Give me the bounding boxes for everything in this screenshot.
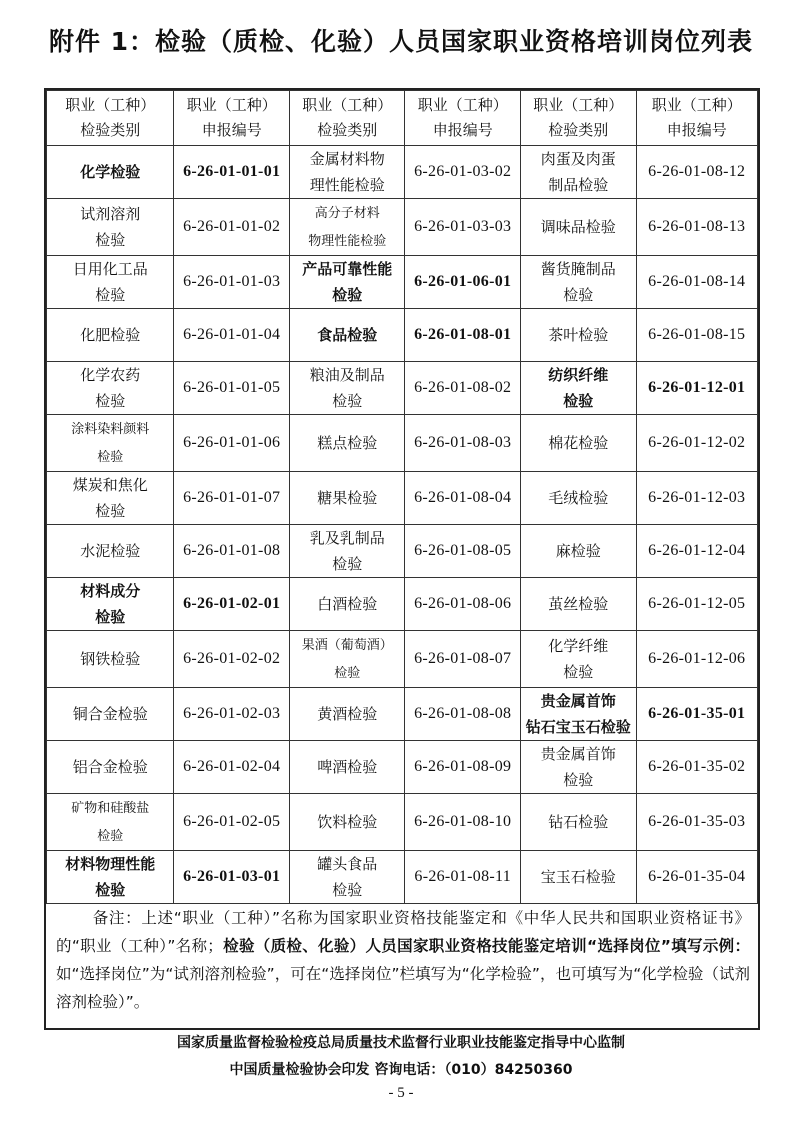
category-line: 麻检验 — [555, 542, 601, 560]
code-cell: 6-26-01-12-03 — [636, 472, 758, 525]
code-cell: 6-26-01-35-02 — [636, 741, 758, 794]
category-line: 制品检验 — [548, 176, 609, 194]
category-line: 白酒检验 — [317, 595, 378, 613]
category-line: 罐头食品 — [317, 855, 378, 873]
code-cell: 6-26-01-02-02 — [174, 631, 290, 688]
category-cell — [520, 415, 636, 472]
category-line: 检验 — [563, 663, 594, 681]
header-line: 检验类别 — [317, 121, 378, 139]
category-line: 检验 — [95, 392, 126, 410]
position-table-frame — [44, 88, 760, 1030]
category-cell — [289, 631, 405, 688]
page-number: - 5 - — [388, 1085, 414, 1101]
category-line: 茶叶检验 — [548, 326, 609, 344]
category-cell — [47, 688, 174, 741]
category-line: 检验 — [97, 450, 124, 465]
code-cell: 6-26-01-01-03 — [174, 256, 290, 309]
table-row — [47, 851, 758, 904]
note-example-text: 如“选择岗位”为“试剂溶剂检验”，可在“选择岗位”栏填写为“化学检验”，也可填写为“化学检验（试剂溶剂检验）”。 — [56, 965, 750, 1011]
code-cell: 6-26-01-01-02 — [174, 199, 290, 256]
table-row — [47, 415, 758, 472]
code-cell: 6-26-01-01-04 — [174, 309, 290, 362]
header-code — [636, 91, 758, 146]
header-line: 职业（工种） — [65, 96, 156, 114]
code-cell: 6-26-01-12-05 — [636, 578, 758, 631]
category-line: 贵金属首饰 — [540, 692, 616, 710]
header-category — [520, 91, 636, 146]
category-line: 铝合金检验 — [72, 758, 148, 776]
table-row — [47, 631, 758, 688]
table-row — [47, 146, 758, 199]
category-line: 检验 — [332, 286, 363, 304]
category-line: 黄酒检验 — [317, 705, 378, 723]
header-line: 申报编号 — [666, 121, 727, 139]
category-cell — [520, 578, 636, 631]
code-cell: 6-26-01-01-06 — [174, 415, 290, 472]
code-cell: 6-26-01-08-10 — [405, 794, 521, 851]
category-line: 酱货腌制品 — [540, 260, 616, 278]
code-cell: 6-26-01-08-08 — [405, 688, 521, 741]
table-row — [47, 578, 758, 631]
category-cell — [520, 146, 636, 199]
category-cell — [520, 851, 636, 904]
remarks-note — [56, 904, 750, 1016]
category-line: 检验 — [563, 286, 594, 304]
category-cell — [520, 741, 636, 794]
category-line: 高分子材料 — [314, 206, 380, 221]
category-cell — [289, 199, 405, 256]
category-line: 检验 — [95, 608, 126, 626]
category-line: 检验 — [332, 881, 363, 899]
code-cell: 6-26-01-08-14 — [636, 256, 758, 309]
code-cell: 6-26-01-12-04 — [636, 525, 758, 578]
header-line: 检验类别 — [80, 121, 141, 139]
table-row — [47, 525, 758, 578]
table-header-row — [47, 91, 758, 146]
category-line: 钻石检验 — [548, 813, 609, 831]
table-row — [47, 741, 758, 794]
code-cell: 6-26-01-08-03 — [405, 415, 521, 472]
note-bold-text: 检验（质检、化验）人员国家职业资格技能鉴定培训“选择岗位”填写示例： — [222, 937, 750, 955]
position-table — [46, 90, 758, 904]
code-cell: 6-26-01-08-07 — [405, 631, 521, 688]
category-cell — [520, 362, 636, 415]
code-cell: 6-26-01-35-03 — [636, 794, 758, 851]
table-row — [47, 256, 758, 309]
category-line: 糕点检验 — [317, 434, 378, 452]
category-line: 试剂溶剂 — [80, 205, 141, 223]
header-code — [405, 91, 521, 146]
header-line: 检验类别 — [548, 121, 609, 139]
category-line: 检验 — [95, 881, 126, 899]
category-line: 检验 — [332, 555, 363, 573]
category-line: 果酒（葡萄酒） — [301, 638, 393, 653]
category-line: 金属材料物 — [309, 150, 385, 168]
category-line: 棉花检验 — [548, 434, 609, 452]
category-line: 粮油及制品 — [309, 366, 385, 384]
category-cell — [47, 578, 174, 631]
category-cell — [289, 525, 405, 578]
code-cell: 6-26-01-35-04 — [636, 851, 758, 904]
code-cell: 6-26-01-12-01 — [636, 362, 758, 415]
category-line: 检验 — [95, 231, 126, 249]
category-cell — [47, 525, 174, 578]
code-cell: 6-26-01-08-01 — [405, 309, 521, 362]
table-row — [47, 199, 758, 256]
code-cell: 6-26-01-08-12 — [636, 146, 758, 199]
table-row — [47, 688, 758, 741]
category-line: 检验 — [95, 502, 126, 520]
category-line: 钢铁检验 — [80, 650, 141, 668]
category-cell — [47, 851, 174, 904]
header-line: 申报编号 — [201, 121, 262, 139]
category-cell — [289, 741, 405, 794]
category-cell — [289, 146, 405, 199]
category-cell — [289, 472, 405, 525]
category-line: 矿物和硅酸盐 — [71, 801, 150, 816]
code-cell: 6-26-01-01-01 — [174, 146, 290, 199]
code-cell: 6-26-01-02-03 — [174, 688, 290, 741]
category-cell — [520, 472, 636, 525]
code-cell: 6-26-01-12-02 — [636, 415, 758, 472]
footer-publisher: 中国质量检验协会印发 咨询电话：（010）84250360 — [229, 1062, 573, 1078]
category-line: 饮料检验 — [317, 813, 378, 831]
table-row — [47, 794, 758, 851]
header-category — [289, 91, 405, 146]
code-cell: 6-26-01-02-01 — [174, 578, 290, 631]
code-cell: 6-26-01-08-04 — [405, 472, 521, 525]
category-cell — [520, 256, 636, 309]
category-cell — [289, 794, 405, 851]
code-cell: 6-26-01-01-08 — [174, 525, 290, 578]
category-line: 日用化工品 — [72, 260, 148, 278]
category-line: 毛绒检验 — [548, 489, 609, 507]
category-cell — [520, 631, 636, 688]
code-cell: 6-26-01-03-01 — [174, 851, 290, 904]
category-cell — [47, 256, 174, 309]
table-row — [47, 472, 758, 525]
code-cell: 6-26-01-12-06 — [636, 631, 758, 688]
category-line: 检验 — [95, 286, 126, 304]
category-line: 产品可靠性能 — [302, 260, 393, 278]
header-line: 职业（工种） — [186, 96, 277, 114]
code-cell: 6-26-01-35-01 — [636, 688, 758, 741]
category-cell — [289, 415, 405, 472]
category-line: 检验 — [563, 771, 594, 789]
header-line: 职业（工种） — [302, 96, 393, 114]
category-line: 食品检验 — [317, 326, 378, 344]
header-line: 职业（工种） — [533, 96, 624, 114]
code-cell: 6-26-01-01-05 — [174, 362, 290, 415]
category-cell — [47, 741, 174, 794]
category-cell — [289, 362, 405, 415]
category-cell — [47, 199, 174, 256]
code-cell: 6-26-01-08-09 — [405, 741, 521, 794]
category-line: 检验 — [332, 392, 363, 410]
category-cell — [47, 631, 174, 688]
code-cell: 6-26-01-08-05 — [405, 525, 521, 578]
code-cell: 6-26-01-02-04 — [174, 741, 290, 794]
category-cell — [520, 309, 636, 362]
category-cell — [520, 688, 636, 741]
category-line: 调味品检验 — [540, 218, 616, 236]
category-line: 钻石宝玉石检验 — [525, 718, 631, 736]
category-cell — [520, 794, 636, 851]
category-line: 乳及乳制品 — [309, 529, 385, 547]
code-cell: 6-26-01-08-13 — [636, 199, 758, 256]
category-line: 糖果检验 — [317, 489, 378, 507]
code-cell: 6-26-01-08-15 — [636, 309, 758, 362]
category-cell — [520, 199, 636, 256]
category-cell — [520, 525, 636, 578]
category-line: 理性能检验 — [309, 176, 385, 194]
category-line: 材料物理性能 — [65, 855, 156, 873]
category-cell — [47, 472, 174, 525]
category-line: 啤酒检验 — [317, 758, 378, 776]
category-line: 化学检验 — [80, 163, 141, 181]
code-cell: 6-26-01-03-02 — [405, 146, 521, 199]
category-line: 材料成分 — [80, 582, 141, 600]
category-cell — [47, 794, 174, 851]
category-cell — [289, 309, 405, 362]
code-cell: 6-26-01-08-02 — [405, 362, 521, 415]
category-line: 物理性能检验 — [308, 234, 387, 249]
header-line: 职业（工种） — [651, 96, 742, 114]
category-line: 检验 — [97, 829, 124, 844]
category-cell — [289, 578, 405, 631]
note-text: 备注：上述“职业（工种）”名称为国家职业资格技能鉴定和《中华人民共和国职业资格证书》的“职业（工种）”名称； — [56, 909, 750, 955]
category-line: 煤炭和焦化 — [72, 476, 148, 494]
footer-supervisor: 国家质量监督检验检疫总局质量技术监督行业职业技能鉴定指导中心监制 — [177, 1035, 625, 1051]
code-cell: 6-26-01-08-06 — [405, 578, 521, 631]
code-cell: 6-26-01-02-05 — [174, 794, 290, 851]
code-cell: 6-26-01-08-11 — [405, 851, 521, 904]
header-line: 申报编号 — [432, 121, 493, 139]
category-cell — [289, 851, 405, 904]
category-line: 水泥检验 — [80, 542, 141, 560]
category-cell — [47, 309, 174, 362]
code-cell: 6-26-01-06-01 — [405, 256, 521, 309]
page-title: 附件 1：检验（质检、化验）人员国家职业资格培训岗位列表 — [48, 27, 754, 56]
table-row — [47, 362, 758, 415]
category-cell — [289, 256, 405, 309]
category-line: 肉蛋及肉蛋 — [540, 150, 616, 168]
category-cell — [47, 415, 174, 472]
category-line: 纺织纤维 — [548, 366, 609, 384]
category-line: 化学农药 — [80, 366, 141, 384]
category-line: 铜合金检验 — [72, 705, 148, 723]
category-line: 化学纤维 — [548, 637, 609, 655]
category-line: 检验 — [334, 666, 361, 681]
category-cell — [289, 688, 405, 741]
header-code — [174, 91, 290, 146]
category-line: 宝玉石检验 — [540, 868, 616, 886]
category-cell — [47, 362, 174, 415]
header-line: 职业（工种） — [417, 96, 508, 114]
category-cell — [47, 146, 174, 199]
code-cell: 6-26-01-03-03 — [405, 199, 521, 256]
category-line: 涂料染料颜料 — [71, 422, 150, 437]
category-line: 检验 — [563, 392, 594, 410]
table-row — [47, 309, 758, 362]
category-line: 贵金属首饰 — [540, 745, 616, 763]
header-category — [47, 91, 174, 146]
category-line: 茧丝检验 — [548, 595, 609, 613]
category-line: 化肥检验 — [80, 326, 141, 344]
code-cell: 6-26-01-01-07 — [174, 472, 290, 525]
